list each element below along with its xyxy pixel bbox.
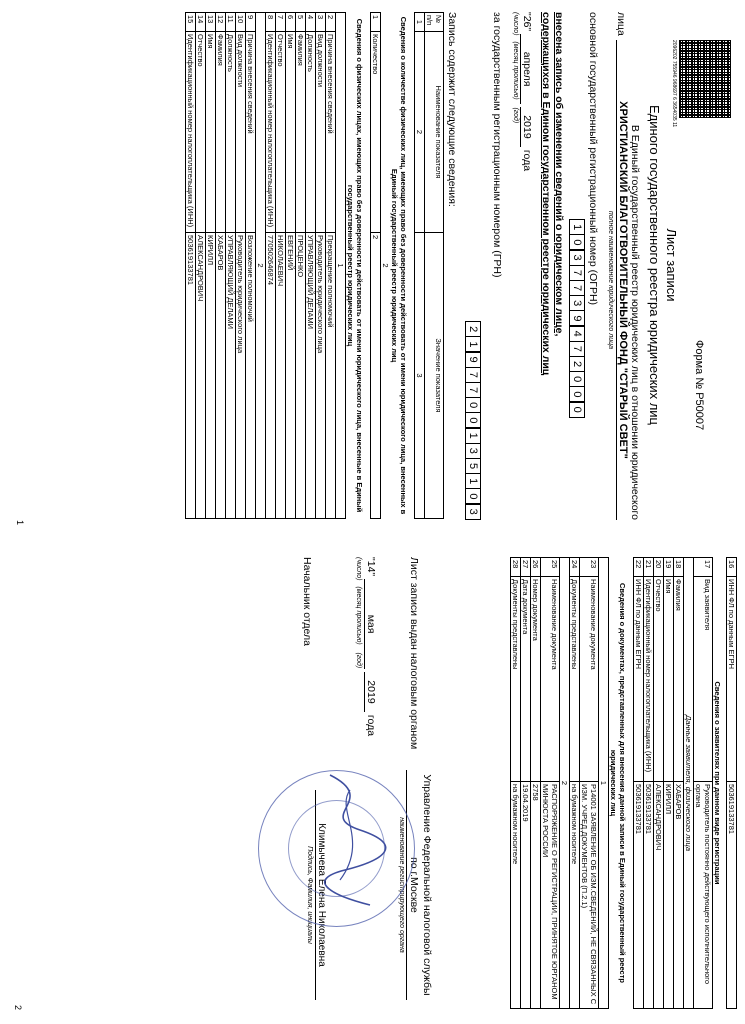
date1-year: 2019 [520,107,533,147]
head-name: Наименование показателя [425,32,444,233]
row-label: Причина внесения сведений [246,32,256,233]
signer-caption: Подпись, Фамилия, инициалы [306,846,313,944]
table-row [326,13,336,519]
date2-day: "14" [365,557,377,577]
position-label: Начальник отдела [301,557,313,646]
ogrn-digit: 0 [569,234,585,250]
row-label: Фамилия [674,577,684,782]
table-row [236,13,246,519]
table-row [266,13,276,519]
subsection-applicant: Данные заявителя, физического лица [684,558,694,1009]
row-num: 23 [580,558,599,577]
row-num: 15 [186,13,196,32]
entry-line-2: содержащихся в Едином государственном реестре юридических лиц [540,12,552,376]
table-row [674,558,684,1009]
row-label: Имя [664,577,674,782]
row-label: Номер документа [531,577,541,782]
issuer-name [406,770,433,1000]
ogrn-digit: 1 [569,219,585,235]
row-num: 2 [326,13,336,32]
org-name: ХРИСТИАНСКИЙ БЛАГОТВОРИТЕЛЬНЫЙ ФОНД "СТАРЫЙ СВЕТ" [616,40,629,520]
row-value: 503619133781 [727,782,737,1009]
table-num-row [415,13,425,519]
row-value: УПРАВЛЯЮЩИЙ ДЕЛАМИ [226,233,236,519]
grn-digit: 3 [465,443,481,459]
row-num: 17 [694,558,713,577]
grn-digit: 5 [465,458,481,474]
date1-cap-month: (месяц прописью) [512,41,519,100]
row-num: 26 [531,558,541,577]
row-label: ИНН ФЛ по данным ЕГРН [727,577,737,782]
row-value: КИРИЛЛ [206,233,216,519]
row-num: 27 [521,558,531,577]
row-label: Вид заявителя [694,577,713,782]
row-label: Причина внесения сведений [326,32,336,233]
row-label: Наименование документа [541,577,560,782]
date2-month: мая [364,579,377,669]
org-caption: полное наименование юридического лица [607,210,614,350]
table-row [644,558,654,1009]
row-num: 8 [266,13,276,32]
row-label: Отчество [196,32,206,233]
row-label: Документы представлены [511,577,521,782]
section-applicants: Сведения о заявителях при данном виде регистрации [713,681,722,885]
intro-text-2: лица [615,12,627,36]
table-row [296,13,306,519]
row-value: ЕВГЕНИЙ [286,233,296,519]
table-row [531,558,541,1009]
table-row [570,558,580,1009]
row-label: Идентификационный номер налогоплательщика (ИНН) [266,32,276,233]
row-num: 12 [216,13,226,32]
grn-cells [465,322,481,520]
table-row [226,13,236,519]
row-label: Наименование документа [580,577,599,782]
row-label: Идентификационный номер налогоплательщика (ИНН) [186,32,196,233]
section-docs: Сведения о документах, представленных для внесения данной записи в Единый государственный реестр юридических лиц [609,583,627,983]
table-row [694,558,713,1009]
table-head-row [425,13,444,519]
row-value: 503619133781 [644,782,654,1009]
row-value: 503619133781 [186,233,196,519]
row-value: УПРАВЛЯЮЩИЙ ДЕЛАМИ [306,233,316,519]
ogrn-digit: 3 [569,295,585,311]
row-num: 3 [316,13,326,32]
issued-label: Лист записи выдан налоговым органом [408,557,420,750]
table-row [216,13,226,519]
date2-cap-year: (год) [355,652,362,669]
row-value: Руководитель юридического лица [316,233,326,519]
date2-cap-day: (число) [355,557,362,581]
row-num: 28 [511,558,521,577]
subsection-2: 2 [256,13,266,519]
row-value: Возложение полномочий [246,233,256,519]
row-label: Отчество [654,577,664,782]
grn-digit: 0 [465,488,481,504]
head-num: № п/п [425,13,444,32]
date1-captions [512,12,519,123]
row-num: 9 [246,13,256,32]
grn-digit: 0 [465,397,481,413]
ogrn-digit: 0 [569,402,585,418]
date1-day: "26" [521,12,533,32]
grn-digit: 9 [465,352,481,368]
row-label: Документы представлены [570,577,580,782]
ogrn-digit: 9 [569,310,585,326]
grn-digit: 2 [465,321,481,337]
row-value: Руководитель юридического лица [236,233,246,519]
row-value: РАСПОРЯЖЕНИЕ О РЕГИСТРАЦИИ, ПРИНЯТОЕ ЮРГАНОМ МИНЮСТА РОССИИ [541,782,560,1009]
table-row [206,13,216,519]
row-num: 18 [674,558,684,577]
section-count-title: Сведения о количестве физических лиц, имеющих право без доверенности действовать от имени юридического лица, внесенных в Единый государственный реестр юридических лиц [390,16,408,515]
row-label: Фамилия [216,32,226,233]
table-right [510,557,737,1009]
row-value: Руководитель постоянно действующего исполнительного органа [694,782,713,1009]
row-num: 5 [296,13,306,32]
table-row [664,558,674,1009]
row-value: на бумажном носителе [511,782,521,1009]
table-row [306,13,316,519]
head-value: Значение показателя [425,233,444,519]
row-label: Имя [206,32,216,233]
row-num: 19 [664,558,674,577]
ogrn-digit: 7 [569,265,585,281]
date1-year-word: года [521,149,533,172]
row-num: 4 [306,13,316,32]
row-num: 22 [634,558,644,577]
num-1: 1 [415,13,425,32]
date2-year-word: года [365,714,377,737]
date1-month: апреля [520,34,533,104]
table-row [541,558,560,1009]
row-num: 7 [276,13,286,32]
title-main: Лист записи [664,228,679,302]
table-row [286,13,296,519]
ogrn-digit: 7 [569,341,585,357]
row-num: 6 [286,13,296,32]
row-value: Р14001 ЗАЯВЛЕНИЕ ОБ ИЗМ.СВЕДЕНИЙ, НЕ СВЯЗАННЫХ С ИЗМ. УЧРЕД.ДОКУМЕНТОВ (П.2.1) [580,782,599,1009]
row-label: Должность [226,32,236,233]
table-row [186,13,196,519]
row-label: Вид должности [316,32,326,233]
date2-captions [355,557,362,668]
intro-text: В Единый государственный реестр юридических лиц в отношении юридического [629,124,641,520]
row-num: 10 [236,13,246,32]
row-num: 16 [727,558,737,577]
barcode [679,40,731,118]
ogrn-digit: 0 [569,371,585,387]
ogrn-label: основной государственный регистрационный номер (ОГРН) [587,12,599,306]
entry-line-1: внесена запись об изменении сведений о юридическом лице, [553,12,565,337]
row-value: 19.04.2019 [521,782,531,1009]
row-label: Фамилия [296,32,306,233]
issuer-caption: наименование регистрирующего органа [398,817,405,953]
subsection-1: 1 [336,13,346,519]
row-value: 503619133781 [634,782,644,1009]
grn-digit: 3 [465,504,481,520]
barcode-text: 2096202 755946 968697 6 3654035 11 [671,40,677,128]
row-label: Имя [286,32,296,233]
row-value: Прекращение полномочий [326,233,336,519]
grn-label: за государственным регистрационным номером (ГРН) [491,12,503,278]
issuer-text: Управление Федеральной налоговой службы по г.Москве [408,774,433,996]
table-left [185,12,444,519]
table-row [371,13,381,519]
row-value: 2758 [531,782,541,1009]
date-block-1 [520,12,533,171]
grn-digit: 1 [465,428,481,444]
ogrn-digit: 4 [569,326,585,342]
page-number-1: 1 [15,520,25,526]
contains-label: Запись содержит следующие сведения: [446,12,458,207]
page-number-2: 2 [13,1005,23,1011]
title-sub: Единого государственного реестра юридических лиц [647,104,662,426]
grn-digit: 1 [465,336,481,352]
date1-cap-year: (год) [512,107,519,124]
row-value: 770502646874 [266,233,276,519]
table-row [580,558,599,1009]
signer-name: Климычева Елена Николаевна [315,790,327,1000]
form-label: Форма № Р50007 [693,340,705,431]
doc-subsection-1: 1 [599,558,609,1009]
table-row [196,13,206,519]
row-label: Дата документа [521,577,531,782]
row-value: 2 [371,233,381,519]
row-value: на бумажном носителе [570,782,580,1009]
row-num: 21 [644,558,654,577]
section-persons-title: Сведения о физических лицах, имеющих право без доверенности действовать от имени юридического лица, внесенные в Единый государственный реестр юридических лиц [346,18,364,513]
table-row [634,558,644,1009]
num-2: 2 [415,32,425,233]
date2-year: 2019 [364,672,377,712]
table-row [276,13,286,519]
section-count-num: 2 [381,263,390,268]
grn-digit: 1 [465,473,481,489]
row-label: Отчество [276,32,286,233]
row-value: НИКОЛАЕВИЧ [276,233,286,519]
row-num: 24 [570,558,580,577]
table-row [511,558,521,1009]
row-value: ПРОЦЕНКО [296,233,306,519]
ogrn-digit: 7 [569,280,585,296]
row-num: 11 [226,13,236,32]
doc-subsection-2: 2 [560,558,570,1009]
row-num: 14 [196,13,206,32]
num-3: 3 [415,233,425,519]
table-row [727,558,737,1009]
grn-digit: 7 [465,382,481,398]
row-num: 20 [654,558,664,577]
grn-digit: 7 [465,367,481,383]
ogrn-digit: 0 [569,386,585,402]
date1-cap-day: (число) [512,12,519,36]
row-num: 25 [541,558,560,577]
row-label: Должность [306,32,316,233]
table-row [521,558,531,1009]
row-num: 13 [206,13,216,32]
row-value: КИРИЛЛ [664,782,674,1009]
row-num: 1 [371,13,381,32]
date2-cap-month: (месяц прописью) [355,586,362,645]
table-row [246,13,256,519]
date-block-2 [364,557,377,736]
ogrn-digit: 3 [569,250,585,266]
row-value: ХАБАРОВ [674,782,684,1009]
ogrn-cells [569,220,585,418]
row-label: ИНН ФЛ по данным ЕГРН [634,577,644,782]
row-label: Количество [371,32,381,233]
row-label: Вид должности [236,32,246,233]
signature-scribble [310,770,390,910]
table-row [316,13,326,519]
ogrn-digit: 2 [569,356,585,372]
row-value: АЛЕКСАНДРОВИЧ [654,782,664,1009]
table-row [654,558,664,1009]
grn-digit: 0 [465,412,481,428]
row-value: ХАБАРОВ [216,233,226,519]
row-value: АЛЕКСАНДРОВИЧ [196,233,206,519]
row-label: Идентификационный номер налогоплательщика (ИНН) [644,577,654,782]
